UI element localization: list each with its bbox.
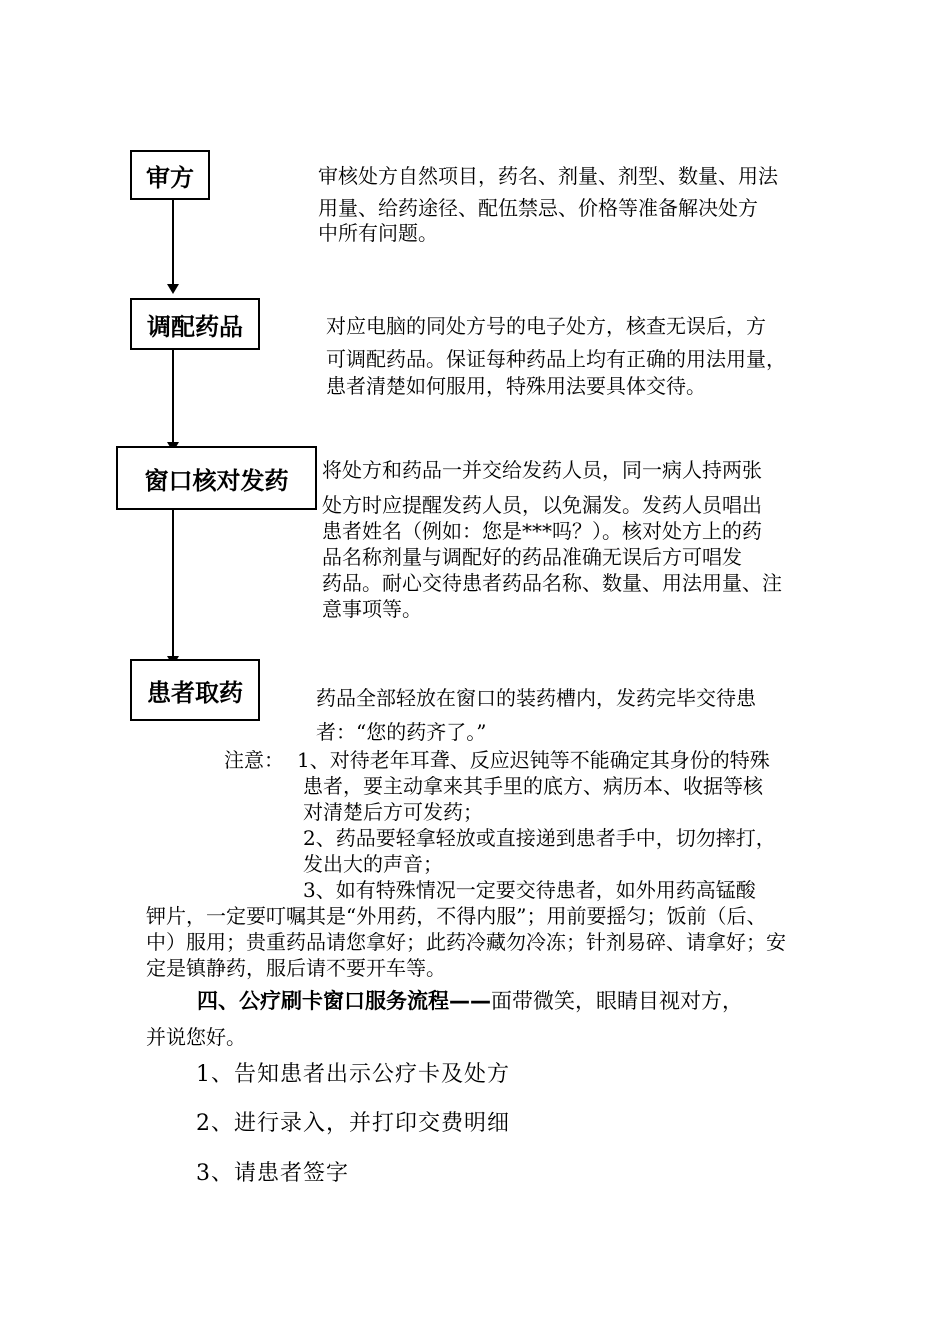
note-line: 发出大的声音； [303, 852, 443, 876]
section4-heading [197, 985, 743, 1015]
note-line: 钾片，一定要叮嘱其是“外用药，不得内服”；用前要摇匀；饭前（后、 [146, 904, 767, 928]
flow-step-desc-dispense [326, 311, 786, 400]
desc-line: 品名称剂量与调配好的药品准确无误后方可唱发 [322, 545, 742, 569]
desc-line: 用量、给药途径、配伍禁忌、价格等准备解决处方 [318, 196, 758, 220]
section4-step: 3、请患者签字 [196, 1161, 349, 1186]
desc-line: 将处方和药品一并交给发药人员，同一病人持两张 [322, 458, 762, 482]
desc-line: 审核处方自然项目，药名、剂量、剂型、数量、用法 [318, 164, 778, 188]
flow-step-box-review [130, 150, 210, 200]
flow-step-box-window-check [116, 446, 317, 510]
note-line: 中）服用；贵重药品请您拿好；此药冷藏勿冷冻；针剂易碎、请拿好；安 [146, 930, 786, 954]
connector-line-1 [172, 198, 174, 286]
flow-step-title: 审方 [146, 163, 194, 192]
section4-intro-line2: 并说您好。 [146, 1025, 246, 1049]
flow-step-desc-pickup [316, 683, 756, 747]
desc-line: 对应电脑的同处方号的电子处方，核查无误后，方 [326, 314, 766, 338]
flow-step-box-dispense [130, 298, 260, 350]
note-line: 患者，要主动拿来其手里的底方、病历本、收据等核 [303, 774, 763, 798]
desc-line: 处方时应提醒发药人员，以免漏发。发药人员唱出 [322, 493, 762, 517]
arrow-down-icon [167, 284, 179, 294]
note-line: 定是镇静药，服后请不要开车等。 [146, 956, 446, 980]
section4-title: 四、公疗刷卡窗口服务流程—— [197, 989, 491, 1013]
section4-intro: 面带微笑，眼睛目视对方， [491, 989, 743, 1013]
flow-step-desc-window-check [322, 457, 782, 622]
desc-line: 者：“您的药齐了。” [316, 720, 487, 744]
notes-label: 注意： [224, 748, 284, 772]
connector-line-2 [172, 348, 174, 444]
desc-line: 患者姓名（例如：您是***吗？）。核对处方上的药 [322, 519, 762, 543]
desc-line: 中所有问题。 [318, 221, 438, 245]
section4-step: 2、进行录入，并打印交费明细 [196, 1111, 510, 1136]
note-line: 2、药品要轻拿轻放或直接递到患者手中，切勿摔打， [303, 826, 776, 850]
connector-line-3 [172, 510, 174, 658]
section4-step: 1、告知患者出示公疗卡及处方 [196, 1062, 510, 1087]
note-line: 3、如有特殊情况一定要交待患者，如外用药高锰酸 [303, 878, 756, 902]
note-line: 1、对待老年耳聋、反应迟钝等不能确定其身份的特殊 [297, 748, 770, 772]
flow-step-title: 窗口核对发药 [144, 466, 289, 495]
flow-step-desc-review [318, 161, 778, 246]
note-line: 对清楚后方可发药； [303, 800, 483, 824]
desc-line: 意事项等。 [322, 597, 422, 621]
desc-line: 药品。耐心交待患者药品名称、数量、用法用量、注 [322, 571, 782, 595]
flow-step-title: 患者取药 [147, 678, 243, 707]
flow-step-title: 调配药品 [147, 312, 243, 341]
desc-line: 患者清楚如何服用，特殊用法要具体交待。 [326, 374, 706, 398]
desc-line: 药品全部轻放在窗口的装药槽内，发药完毕交待患 [316, 686, 756, 710]
desc-line: 可调配药品。保证每种药品上均有正确的用法用量， [326, 347, 786, 371]
flow-step-box-pickup [130, 659, 260, 721]
